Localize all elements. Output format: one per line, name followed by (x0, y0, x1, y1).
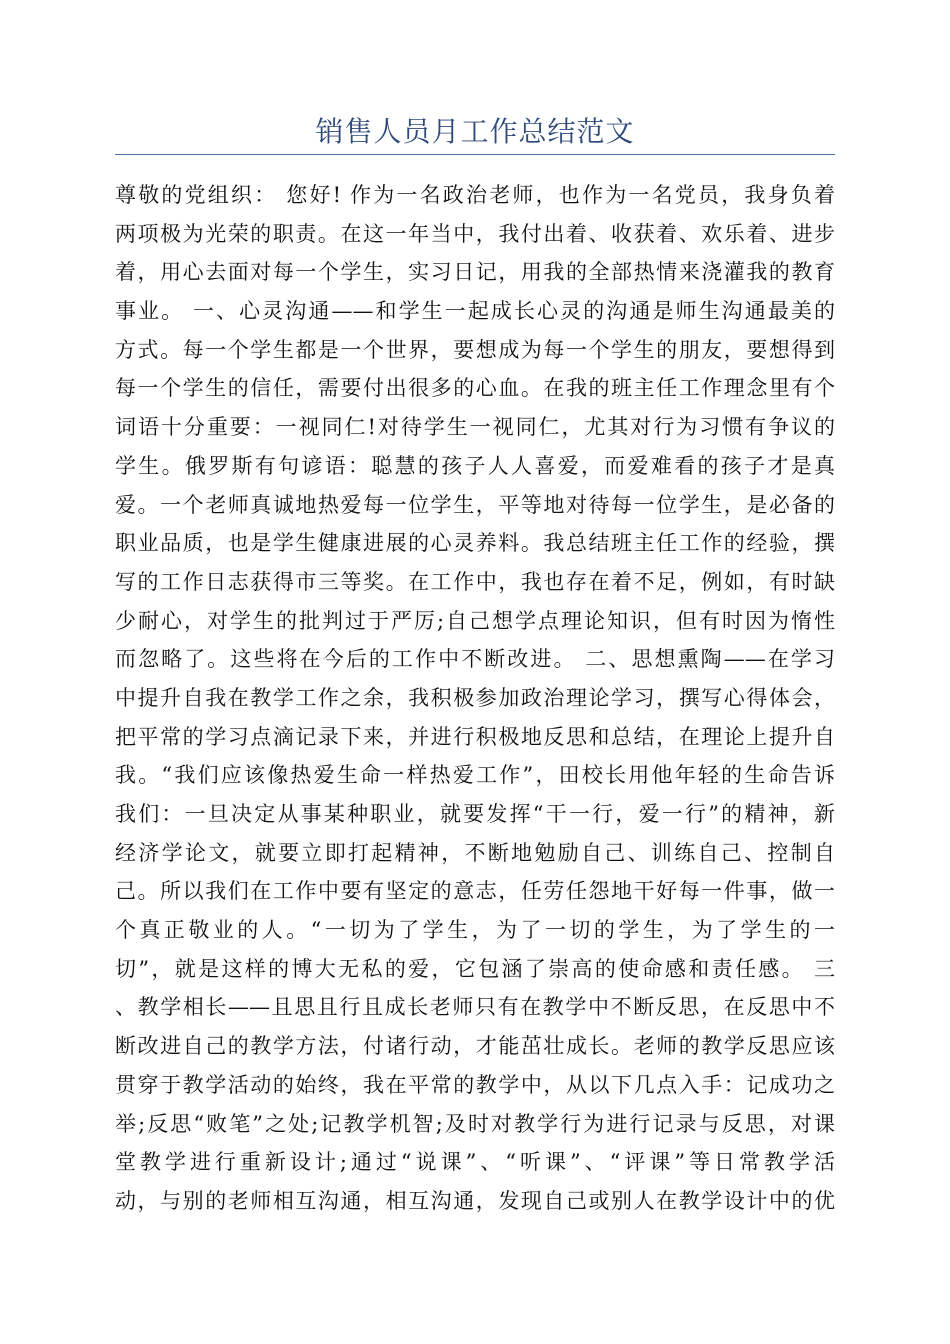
body-text-line: 把平常的学习点滴记录下来，并进行积极地反思和总结，在理论上提升自 (115, 724, 835, 749)
body-text-line: 职业品质，也是学生健康进展的心灵养料。我总结班主任工作的经验，撰 (115, 531, 835, 556)
body-text-line: 经济学论文，就要立即打起精神，不断地勉励自己、训练自己、控制自 (115, 840, 835, 865)
body-text-line: 而忽略了。这些将在今后的工作中不断改进。 二、思想熏陶——在学习 (115, 647, 835, 672)
body-text-line: 己。所以我们在工作中要有坚定的意志，任劳任怨地干好每一件事，做一 (115, 879, 835, 904)
body-text-line: 爱。一个老师真诚地热爱每一位学生，平等地对待每一位学生，是必备的 (115, 492, 835, 517)
body-text-line: 贯穿于教学活动的始终，我在平常的教学中，从以下几点入手：记成功之 (115, 1072, 835, 1097)
body-text-line: 个真正敬业的人。“一切为了学生，为了一切的学生，为了学生的一 (115, 918, 835, 943)
body-text-line: 我们：一旦决定从事某种职业，就要发挥“干一行，爱一行”的精神，新 (115, 802, 835, 826)
body-text-line: 方式。每一个学生都是一个世界，要想成为每一个学生的朋友，要想得到 (115, 337, 835, 362)
body-text-line: 两项极为光荣的职责。在这一年当中，我付出着、收获着、欢乐着、进步 (115, 221, 835, 246)
body-text-line: 词语十分重要：一视同仁!对待学生一视同仁，尤其对行为习惯有争议的 (115, 415, 835, 440)
body-text-line: 举;反思“败笔”之处;记教学机智;及时对教学行为进行记录与反思，对课 (115, 1111, 835, 1136)
body-text-line: 、教学相长——且思且行且成长老师只有在教学中不断反思，在反思中不 (115, 995, 835, 1020)
title-underline (115, 154, 835, 155)
body-text-line: 写的工作日志获得市三等奖。在工作中，我也存在着不足，例如，有时缺 (115, 569, 835, 594)
body-text-line: 动，与别的老师相互沟通，相互沟通，发现自己或别人在教学设计中的优 (115, 1188, 835, 1213)
document-title: 销售人员月工作总结范文 (315, 115, 635, 148)
body-text-line: 事业。 一、心灵沟通——和学生一起成长心灵的沟通是师生沟通最美的 (115, 299, 835, 324)
body-text-line: 断改进自己的教学方法，付诸行动，才能茁壮成长。老师的教学反思应该 (115, 1034, 835, 1059)
body-text-line: 切”，就是这样的博大无私的爱，它包涵了崇高的使命感和责任感。 三 (115, 956, 835, 981)
body-text-line: 学生。俄罗斯有句谚语：聪慧的孩子人人喜爱，而爱难看的孩子才是真 (115, 453, 835, 478)
body-text-line: 每一个学生的信任，需要付出很多的心血。在我的班主任工作理念里有个 (115, 376, 835, 401)
body-text-line: 堂教学进行重新设计;通过“说课”、“听课”、“评课”等日常教学活 (115, 1150, 835, 1175)
body-text-line: 我。“我们应该像热爱生命一样热爱工作”，田校长用他年轻的生命告诉 (115, 763, 835, 788)
body-text-line: 着，用心去面对每一个学生，实习日记，用我的全部热情来浇灌我的教育 (115, 260, 835, 285)
document-body (115, 176, 835, 1221)
body-text-line: 少耐心，对学生的批判过于严厉;自己想学点理论知识，但有时因为惰性 (115, 608, 835, 633)
body-text-line: 中提升自我在教学工作之余，我积极参加政治理论学习，撰写心得体会， (115, 685, 835, 710)
body-text-line: 尊敬的党组织： 您好! 作为一名政治老师，也作为一名党员，我身负着 (115, 183, 835, 207)
